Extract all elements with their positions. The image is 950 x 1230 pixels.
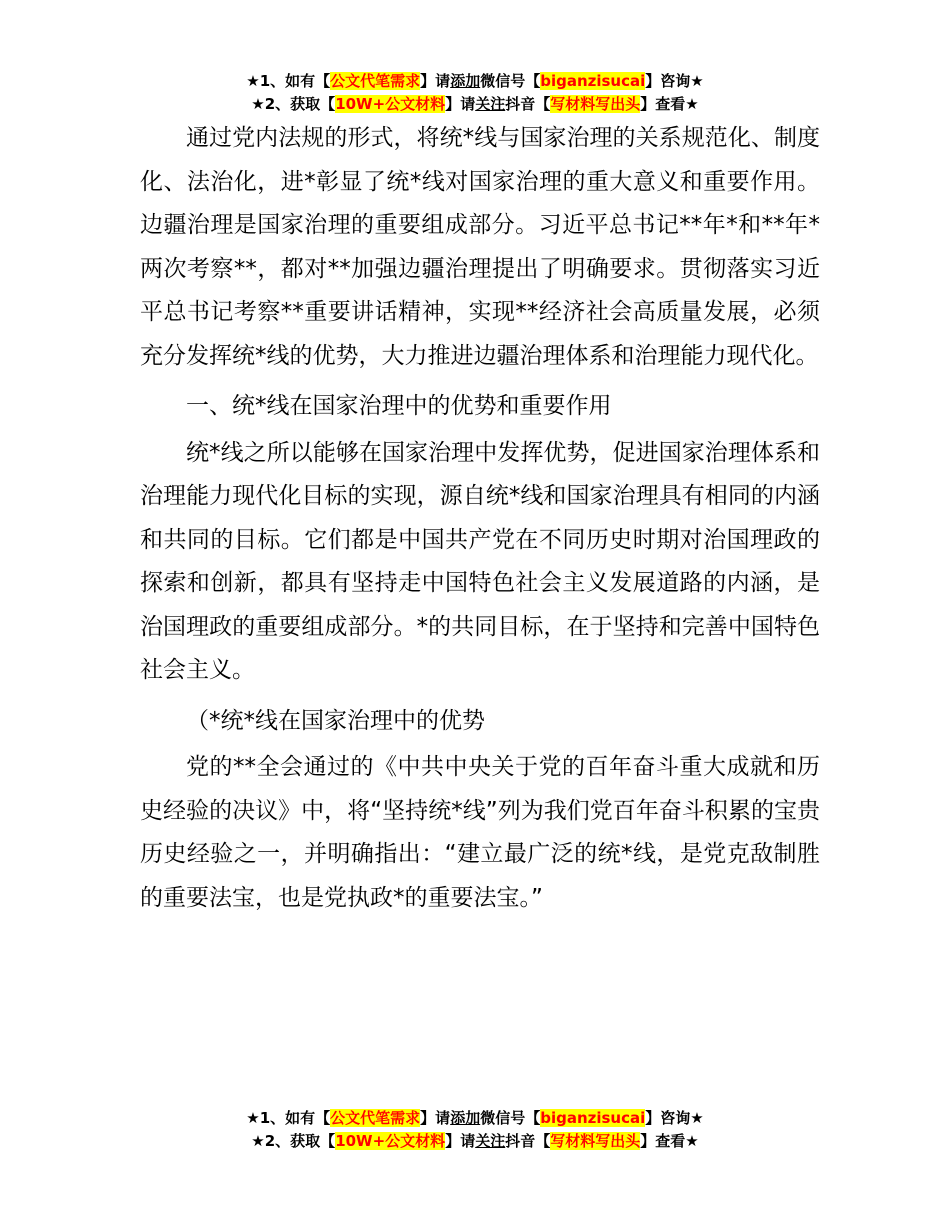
promo-underlined-text: 关注: [475, 1132, 506, 1150]
promo-highlight-service: 公文代笔需求: [330, 1109, 421, 1127]
promo-text: 】咨询★: [645, 72, 704, 90]
promo-text: 】请: [445, 95, 476, 113]
subsection-heading: （*统*线在国家治理中的优势: [186, 707, 485, 734]
promo-highlight-materials: 10W+公文材料: [335, 1132, 446, 1150]
promo-text: ★2、获取【: [251, 1132, 336, 1150]
section-heading: 一、统*线在国家治理中的优势和重要作用: [186, 393, 612, 419]
paragraph: 党的**全会通过的《中共中央关于党的百年奋斗重大成就和历史经验的决议》中，将“坚持统*线”列为我们党百年奋斗积累的宝贵历史经验之一，并明确指出：“建立最广泛的统*线，是党克敌制胜的重要法宝，也是党执政*的重要法宝。”: [140, 754, 820, 911]
promo-underlined-text: 关注: [475, 95, 506, 113]
promo-line-2: [0, 1130, 950, 1153]
document-body: [140, 117, 820, 920]
promo-highlight-wechat-id: biganzisucai: [540, 1109, 646, 1127]
promo-highlight-wechat-id: biganzisucai: [540, 72, 646, 90]
promo-text: 】咨询★: [645, 1109, 704, 1127]
promo-text: 抖音【: [505, 1132, 551, 1150]
promo-underlined-text: 添加: [450, 72, 481, 90]
header-promo-banner: [0, 70, 950, 116]
promo-highlight-douyin: 写材料写出头: [550, 1132, 641, 1150]
promo-text: 】查看★: [640, 1132, 699, 1150]
promo-text: 】请: [445, 1132, 476, 1150]
promo-text: ★1、如有【: [246, 72, 331, 90]
promo-text: 】请: [420, 72, 451, 90]
paragraph: 统*线之所以能够在国家治理中发挥优势，促进国家治理体系和治理能力现代化目标的实现，源自统*线和国家治理具有相同的内涵和共同的目标。它们都是中国共产党在不同历史时期对治国理政的探索和创新，都具有坚持走中国特色社会主义发展道路的内涵，是治国理政的重要组成部分。*的共同目标，在于坚持和完善中国特色社会主义。: [140, 439, 820, 683]
promo-underlined-text: 添加: [450, 1109, 481, 1127]
promo-highlight-service: 公文代笔需求: [330, 72, 421, 90]
promo-text: 抖音【: [505, 95, 551, 113]
footer-promo-banner: [0, 1107, 950, 1153]
paragraph: 通过党内法规的形式，将统*线与国家治理的关系规范化、制度化、法治化，进*彰显了统*线对国家治理的重大意义和重要作用。边疆治理是国家治理的重要组成部分。习近平总书记**年*和**年*两次考察**，都对**加强边疆治理提出了明确要求。贯彻落实习近平总书记考察**重要讲话精神，实现**经济社会高质量发展，必须充分发挥统*线的优势，大力推进边疆治理体系和治理能力现代化。: [140, 125, 820, 369]
promo-text: ★2、获取【: [251, 95, 336, 113]
promo-line-1: [0, 1107, 950, 1130]
promo-text: ★1、如有【: [246, 1109, 331, 1127]
promo-text: 微信号【: [480, 1109, 541, 1127]
promo-text: 】查看★: [640, 95, 699, 113]
promo-highlight-douyin: 写材料写出头: [550, 95, 641, 113]
promo-line-1: [0, 70, 950, 93]
promo-line-2: [0, 93, 950, 116]
promo-text: 】请: [420, 1109, 451, 1127]
promo-text: 微信号【: [480, 72, 541, 90]
promo-highlight-materials: 10W+公文材料: [335, 95, 446, 113]
